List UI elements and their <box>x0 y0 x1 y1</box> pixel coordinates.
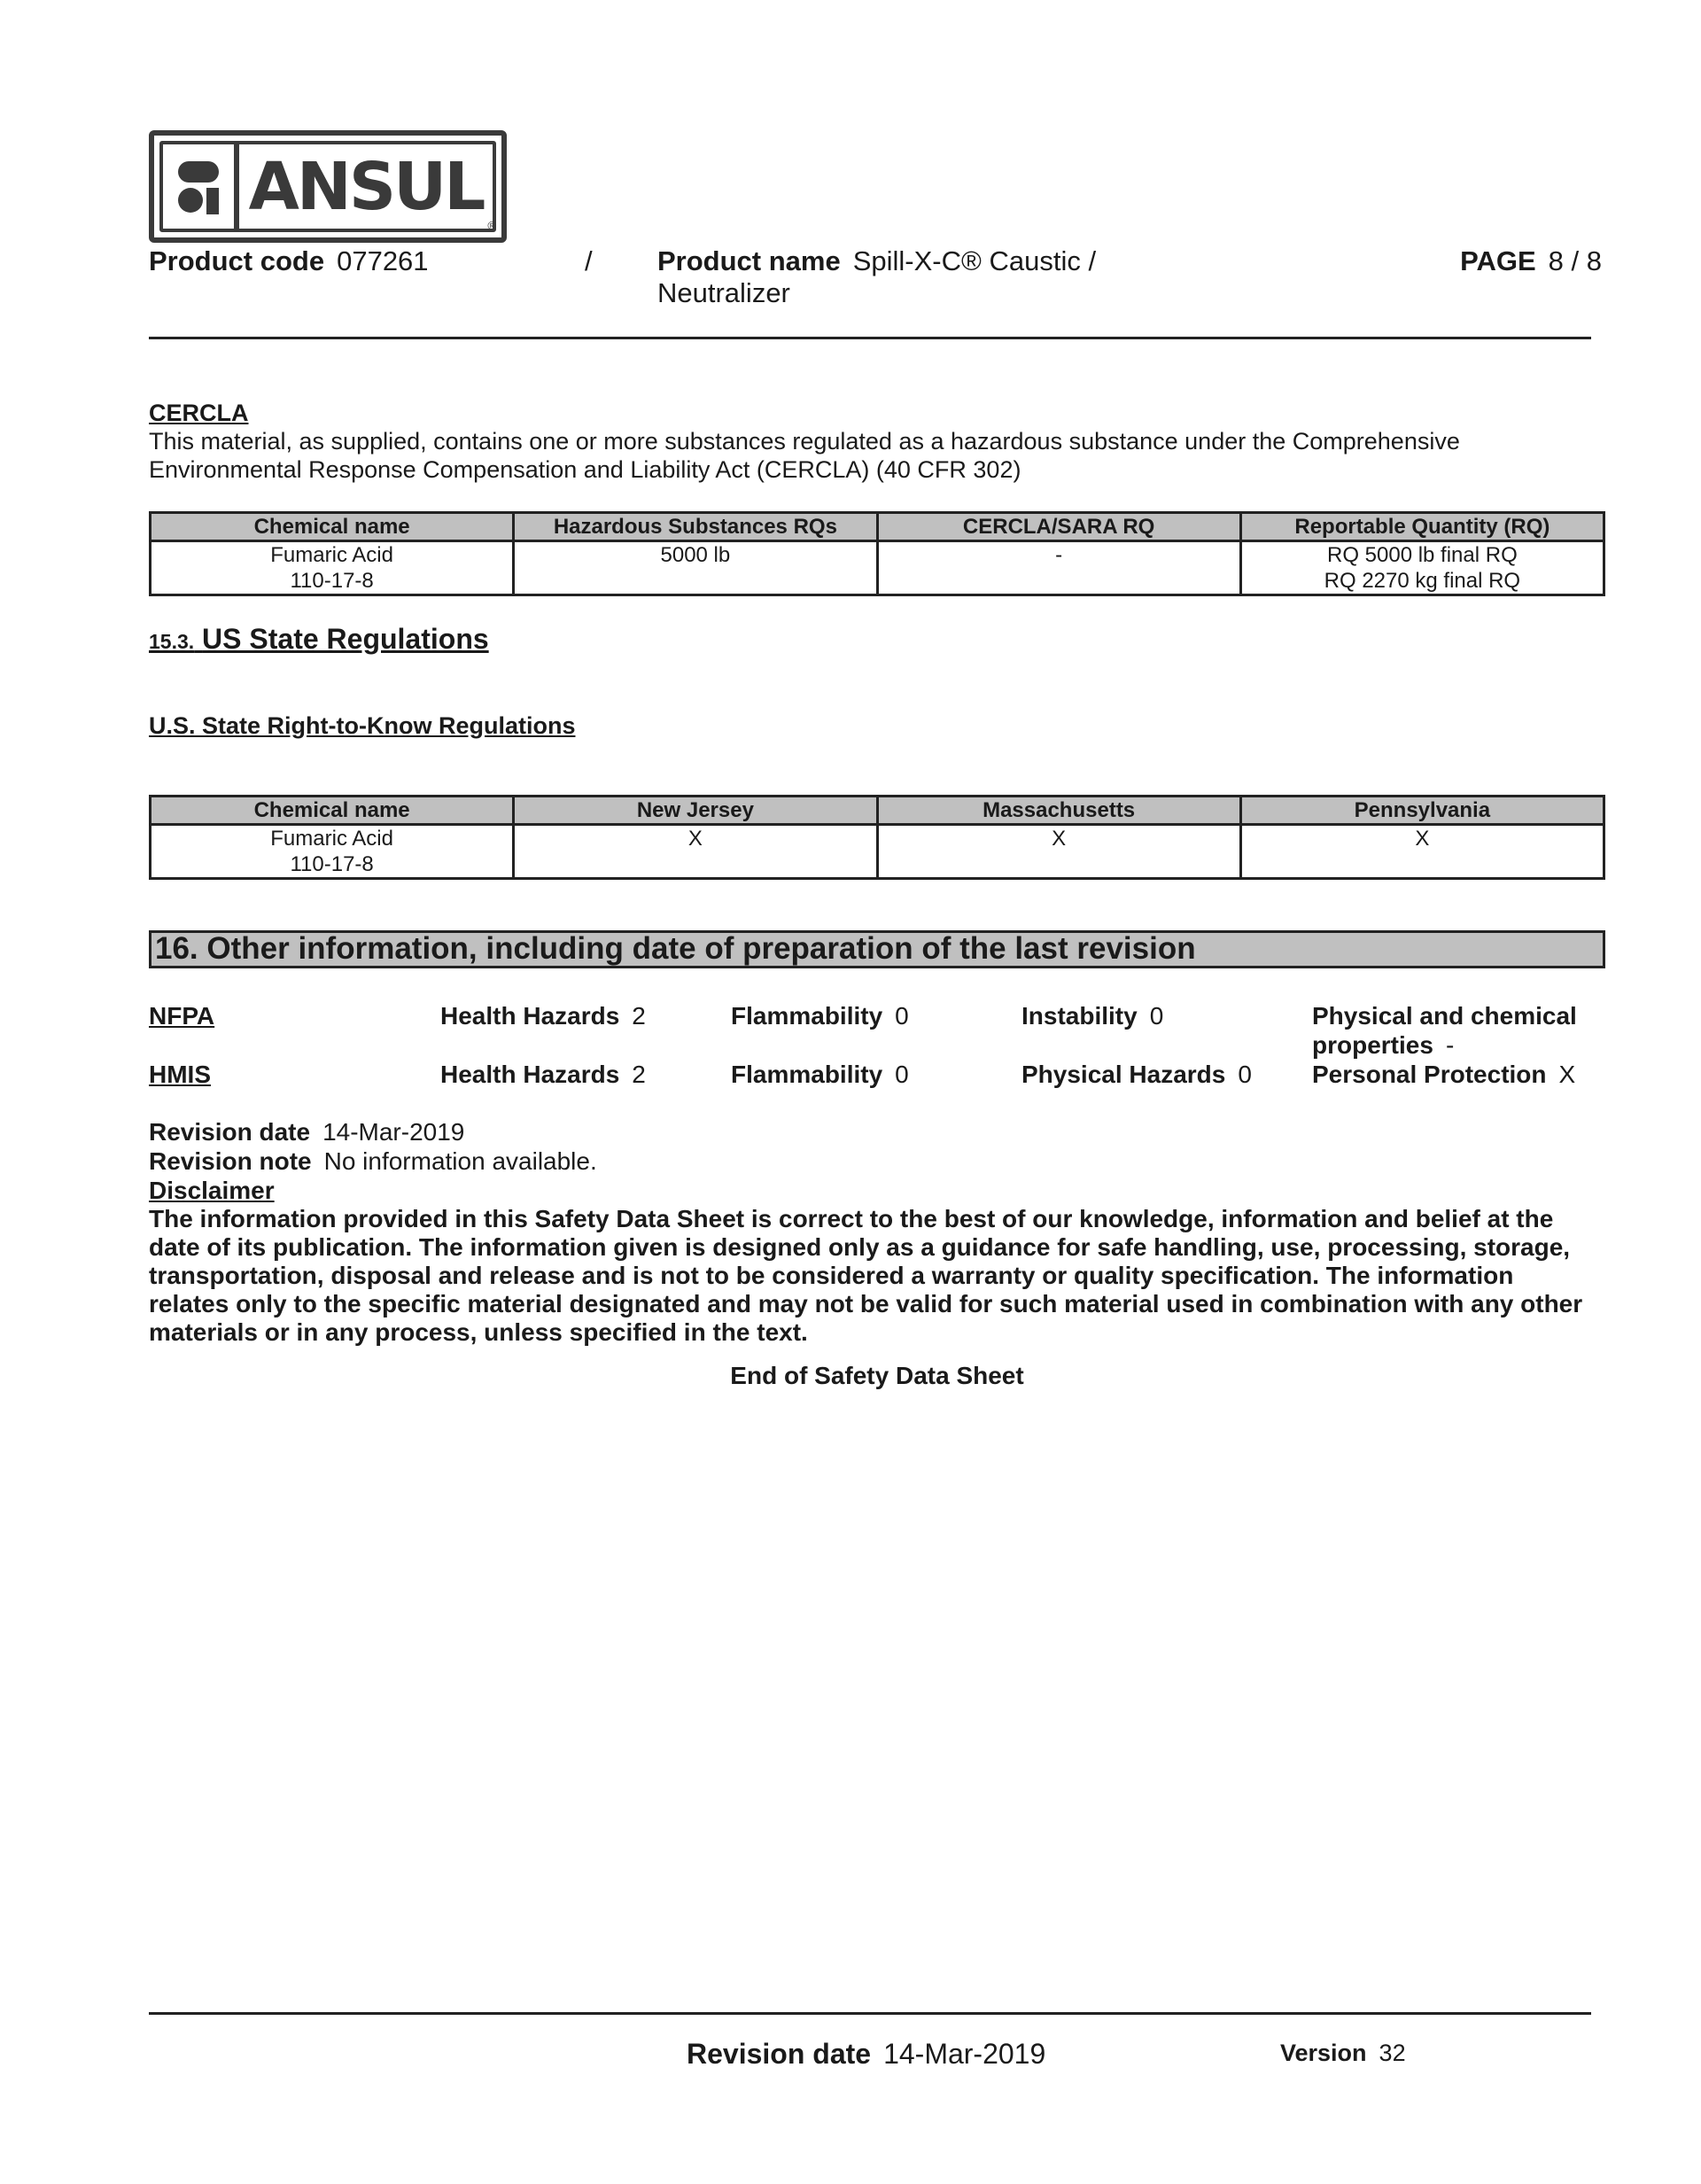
nfpa-physical-chemical: Physical and chemical properties - <box>1312 1002 1577 1059</box>
product-code-value: 077261 <box>337 245 429 276</box>
product-name <box>657 245 1096 309</box>
product-name-line1: Spill-X-C® Caustic / <box>852 245 1097 276</box>
nfpa-instability: Instability 0 <box>1021 1002 1164 1030</box>
page-value: 8 / 8 <box>1548 245 1602 276</box>
pa-cell: X <box>1240 825 1604 879</box>
col-pennsylvania: Pennsylvania <box>1240 797 1604 825</box>
section-number: 15.3. <box>149 630 195 653</box>
end-of-sds: End of Safety Data Sheet <box>730 1362 1024 1389</box>
disclaimer-line: transportation, disposal and release and is not to be considered a warranty or quality specification. The information <box>149 1262 1514 1289</box>
table-row <box>151 825 1604 879</box>
page-number <box>1460 245 1602 277</box>
ansul-mark-icon <box>163 144 239 229</box>
revision-note: Revision note No information available. <box>149 1147 597 1175</box>
col-cercla-sara-rq: CERCLA/SARA RQ <box>877 513 1240 541</box>
col-chemical-name: Chemical name <box>151 797 514 825</box>
table-header-row <box>151 797 1604 825</box>
nj-cell: X <box>514 825 877 879</box>
col-reportable-quantity: Reportable Quantity (RQ) <box>1240 513 1604 541</box>
chemical-name: Fumaric Acid <box>270 543 393 567</box>
product-code <box>149 245 429 277</box>
cas-number: 110-17-8 <box>290 852 374 876</box>
nfpa-health: Health Hazards 2 <box>440 1002 646 1030</box>
sara-rq-cell: - <box>877 541 1240 595</box>
chemical-cell <box>151 825 514 879</box>
footer-version: Version 32 <box>1280 2040 1406 2066</box>
chemical-cell <box>151 541 514 595</box>
rtk-heading: U.S. State Right-to-Know Regulations <box>149 712 576 739</box>
table-header-row <box>151 513 1604 541</box>
nfpa-label: NFPA <box>149 1002 215 1030</box>
table-row <box>151 541 1604 595</box>
logo-wordmark: ANSUL <box>248 148 484 225</box>
disclaimer-line: date of its publication. The information given is designed only as a guidance for safe handling, use, processing, storage, <box>149 1233 1571 1261</box>
ma-cell: X <box>877 825 1240 879</box>
col-new-jersey: New Jersey <box>514 797 877 825</box>
hmis-physical-hazards: Physical Hazards 0 <box>1021 1061 1252 1088</box>
disclaimer-heading: Disclaimer <box>149 1177 275 1204</box>
hmis-flammability: Flammability 0 <box>731 1061 909 1088</box>
header-rule <box>149 337 1591 339</box>
col-chemical-name: Chemical name <box>151 513 514 541</box>
page-label: PAGE <box>1460 245 1536 276</box>
disclaimer-text <box>149 1205 1582 1347</box>
cercla-line-1: This material, as supplied, contains one or more substances regulated as a hazardous substance under the Comprehensive <box>149 428 1460 455</box>
disclaimer-line: materials or in any process, unless specified in the text. <box>149 1318 808 1346</box>
cercla-line-2: Environmental Response Compensation and Liability Act (CERCLA) (40 CFR 302) <box>149 456 1021 483</box>
hmis-label: HMIS <box>149 1061 211 1088</box>
cercla-heading: CERCLA <box>149 400 249 426</box>
section-16-title: 16. Other information, including date of preparation of the last revision <box>149 930 1605 968</box>
hs-rq-cell: 5000 lb <box>514 541 877 595</box>
product-name-line2: Neutralizer <box>657 277 790 308</box>
ansul-logo <box>149 130 507 243</box>
rq-line-2: RQ 2270 kg final RQ <box>1324 569 1521 593</box>
registered-mark: ® <box>487 219 496 232</box>
product-code-label: Product code <box>149 245 325 276</box>
header-separator: / <box>585 245 593 276</box>
product-name-label: Product name <box>657 245 841 276</box>
footer-revision-date: Revision date 14-Mar-2019 <box>687 2038 1046 2070</box>
col-hazardous-substances-rqs: Hazardous Substances RQs <box>514 513 877 541</box>
disclaimer-line: relates only to the specific material designated and may not be valid for such material used in combination with any other <box>149 1290 1583 1317</box>
col-massachusetts: Massachusetts <box>877 797 1240 825</box>
cas-number: 110-17-8 <box>290 569 374 593</box>
disclaimer-line: The information provided in this Safety Data Sheet is correct to the best of our knowledge, information and belief at the <box>149 1205 1554 1232</box>
rq-cell <box>1240 541 1604 595</box>
revision-date: Revision date 14-Mar-2019 <box>149 1118 465 1146</box>
chemical-name: Fumaric Acid <box>270 827 393 851</box>
section-title: US State Regulations <box>202 623 489 655</box>
state-rtk-table <box>149 795 1605 880</box>
section-15-3-heading <box>149 623 489 656</box>
cercla-table <box>149 511 1605 596</box>
hmis-personal-protection: Personal Protection X <box>1312 1061 1576 1088</box>
footer-rule <box>149 2012 1591 2015</box>
nfpa-flammability: Flammability 0 <box>731 1002 909 1030</box>
rq-line-1: RQ 5000 lb final RQ <box>1326 543 1518 567</box>
hmis-health: Health Hazards 2 <box>440 1061 646 1088</box>
